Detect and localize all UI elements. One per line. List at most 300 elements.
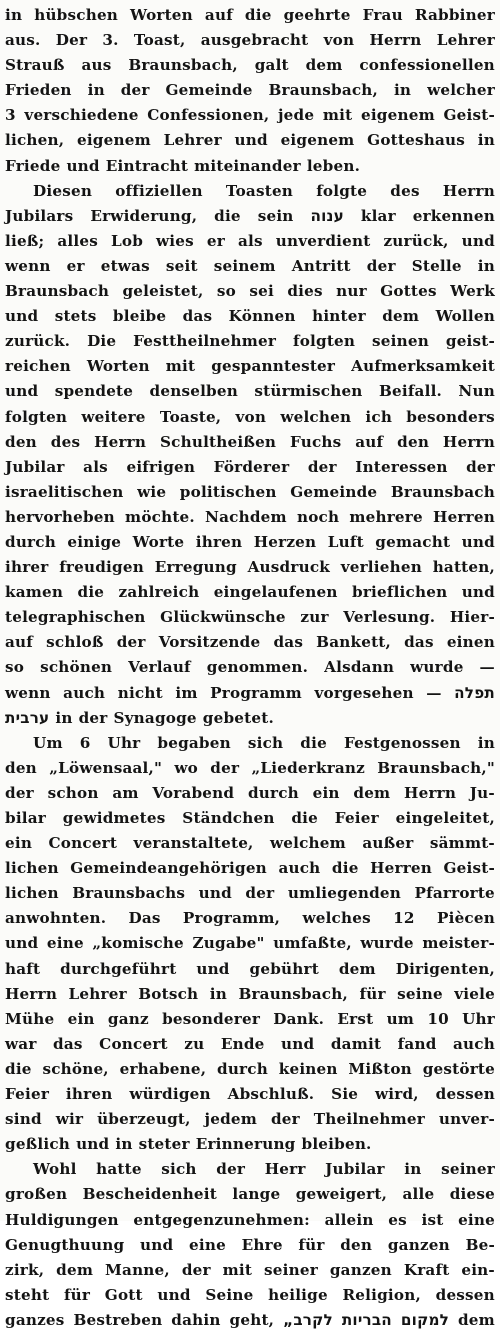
- word: folgte: [316, 181, 368, 200]
- word: Herrn: [369, 31, 422, 50]
- word: der: [366, 256, 396, 275]
- word: Erregung: [154, 558, 237, 577]
- text-line: [5, 630, 495, 655]
- word: ענוה: [310, 206, 344, 225]
- word: eine: [458, 1210, 495, 1229]
- word: Worten: [130, 6, 193, 24]
- word: gestörte: [422, 1059, 495, 1078]
- word: um: [386, 1009, 415, 1028]
- word: meister-: [422, 934, 495, 953]
- word: eigenem: [360, 106, 435, 125]
- word: der: [210, 758, 240, 777]
- word: hübschen: [34, 6, 119, 24]
- word: bilar: [5, 809, 47, 827]
- text-line: [5, 505, 495, 530]
- word: es: [388, 1210, 407, 1229]
- word: „Liederkranz: [251, 758, 365, 777]
- word: Zugabe": [192, 934, 265, 953]
- word: Jubilar: [5, 457, 65, 476]
- word: Geist-: [443, 106, 495, 125]
- word: nicht: [117, 683, 163, 702]
- word: den: [5, 758, 37, 777]
- text-line: [5, 455, 495, 480]
- word: Mißton: [348, 1059, 412, 1078]
- word: offiziellen: [115, 181, 203, 200]
- word: brieflichen: [352, 583, 448, 602]
- text-line: [5, 204, 495, 229]
- word: sei: [249, 282, 274, 301]
- word: welchem: [269, 834, 346, 853]
- word: „komische: [92, 934, 184, 953]
- word: Ende: [220, 1034, 265, 1053]
- text-line: [5, 1082, 495, 1107]
- word: so: [5, 658, 25, 677]
- word: Festtheilnehmer: [133, 332, 277, 351]
- word: schloß: [46, 633, 104, 652]
- word: durch: [217, 1059, 268, 1078]
- word: mit: [165, 357, 196, 376]
- word: zirk,: [5, 1260, 45, 1279]
- text-line: [5, 655, 495, 680]
- word: vorgesehen: [314, 683, 414, 702]
- word: Worte: [132, 532, 185, 551]
- word: und: [461, 532, 495, 551]
- word: 12: [393, 909, 415, 928]
- word: den: [397, 432, 430, 451]
- text-line: [5, 53, 495, 78]
- word: wies: [156, 231, 194, 250]
- word: dem: [457, 1310, 495, 1329]
- word: Braunsbach,: [268, 81, 379, 100]
- text-line: [5, 831, 495, 856]
- text-line: [5, 3, 495, 28]
- word: dem: [382, 307, 420, 326]
- text-line: [5, 1157, 495, 1182]
- word: Mühe: [5, 1009, 55, 1028]
- word: למקום: [400, 1310, 450, 1329]
- word: Braunsbach,: [238, 984, 348, 1003]
- text-line: [5, 128, 495, 153]
- word: Herrn: [5, 984, 58, 1003]
- word: in: [5, 6, 23, 24]
- word: eingeleitet,: [395, 809, 495, 827]
- word: ihren: [65, 1085, 113, 1104]
- word: 3.: [102, 31, 119, 50]
- text-line: [5, 555, 495, 580]
- word: alle: [402, 1185, 435, 1204]
- text-line: [5, 931, 495, 956]
- word: gemacht: [375, 532, 451, 551]
- word: stürmischen: [254, 382, 363, 401]
- word: Sie: [331, 1085, 359, 1104]
- word: und: [198, 884, 232, 903]
- word: Stelle: [411, 256, 462, 275]
- word: den: [5, 432, 37, 451]
- word: alles: [57, 231, 98, 250]
- word: bleiben.: [301, 1135, 372, 1154]
- text-line: [5, 681, 495, 706]
- word: im: [175, 683, 198, 702]
- word: dahin: [171, 1310, 221, 1329]
- word: dessen: [435, 1085, 495, 1104]
- text-line: [5, 1258, 495, 1283]
- word: freudigen: [59, 558, 144, 577]
- word: seine: [397, 984, 443, 1003]
- word: in: [477, 256, 495, 275]
- word: israelitischen: [5, 482, 124, 501]
- article-column: [5, 3, 495, 1333]
- word: Jubilar: [325, 1160, 385, 1179]
- word: Gemeinde: [165, 81, 253, 100]
- word: Erwiderung,: [90, 206, 198, 225]
- word: telegraphischen: [5, 608, 146, 627]
- word: durchgeführt: [60, 959, 177, 978]
- word: steht: [5, 1285, 50, 1304]
- word: seiner: [441, 1160, 495, 1179]
- word: Abschluß.: [227, 1085, 315, 1104]
- word: geleistet,: [122, 282, 204, 301]
- text-line: [5, 1182, 495, 1207]
- word: des: [390, 181, 420, 200]
- word: Schultheißen: [159, 432, 277, 451]
- word: Hier-: [449, 608, 495, 627]
- word: welcher: [427, 81, 495, 100]
- word: des: [50, 432, 81, 451]
- word: veranstaltete,: [133, 834, 254, 853]
- word: Ju-: [469, 783, 495, 802]
- word: Herrn: [442, 181, 495, 200]
- word: ein: [67, 1009, 95, 1028]
- text-line: [5, 405, 495, 430]
- word: und: [461, 231, 495, 250]
- word: Kraft: [403, 1260, 450, 1279]
- word: Herren: [433, 507, 495, 526]
- word: Uhr: [107, 733, 141, 752]
- word: spendete: [54, 382, 134, 401]
- word: Erinnerung: [195, 1135, 296, 1154]
- word: Wohl: [33, 1160, 77, 1179]
- word: in: [404, 1160, 422, 1179]
- word: überzeugt,: [97, 1110, 191, 1129]
- word: Worten: [86, 357, 150, 376]
- word: auf: [204, 6, 233, 24]
- word: Frieden: [5, 81, 72, 100]
- word: Feier: [334, 809, 379, 827]
- text-line: [5, 279, 495, 304]
- word: gebührt: [249, 959, 319, 978]
- word: Verlesung.: [343, 608, 436, 627]
- word: folgten: [5, 407, 68, 426]
- word: reichen: [5, 357, 71, 376]
- word: Programm,: [182, 909, 281, 928]
- word: auf: [355, 432, 384, 451]
- word: Gotteshaus: [367, 131, 465, 150]
- word: einen: [446, 633, 495, 652]
- word: der: [78, 708, 108, 727]
- word: politischen: [179, 482, 277, 501]
- text-line: [5, 229, 495, 254]
- word: Be-: [465, 1235, 495, 1254]
- word: und: [5, 307, 39, 326]
- word: sein: [257, 206, 294, 225]
- word: Fuchs: [290, 432, 342, 451]
- word: verliehen: [340, 558, 422, 577]
- word: Um: [33, 733, 63, 752]
- word: „לקרב: [283, 1310, 333, 1329]
- word: durch: [247, 783, 299, 802]
- word: und: [157, 1285, 191, 1304]
- word: die: [244, 6, 272, 24]
- word: Dank.: [273, 1009, 325, 1028]
- word: in: [477, 733, 495, 752]
- word: auch: [453, 1034, 495, 1053]
- word: geht,: [229, 1310, 275, 1329]
- word: jedem: [204, 1110, 258, 1129]
- word: wie: [137, 482, 167, 501]
- word: Manne,: [105, 1260, 170, 1279]
- word: Lehrer: [436, 31, 495, 50]
- word: weitere: [81, 407, 146, 426]
- word: für: [359, 984, 386, 1003]
- word: mit: [222, 1260, 253, 1279]
- word: klar: [360, 206, 396, 225]
- word: nur: [336, 282, 367, 301]
- word: in: [115, 1135, 133, 1154]
- word: kamen: [5, 583, 64, 602]
- word: in: [209, 984, 227, 1003]
- word: zahlreich: [118, 583, 200, 602]
- text-line: [5, 731, 495, 756]
- word: Friede: [5, 156, 61, 175]
- word: Lehrer: [163, 131, 222, 150]
- word: die: [300, 733, 327, 752]
- word: Eintracht: [105, 156, 189, 175]
- text-line: [5, 1057, 495, 1082]
- word: der: [181, 1260, 211, 1279]
- word: für: [298, 1235, 325, 1254]
- word: lange: [232, 1185, 281, 1204]
- word: der: [116, 633, 146, 652]
- text-line: [5, 430, 495, 455]
- word: Toaste,: [159, 407, 222, 426]
- word: Bankett,: [316, 633, 391, 652]
- word: Pfarrorte: [414, 884, 495, 903]
- word: 10: [427, 1009, 449, 1028]
- word: den: [340, 1235, 373, 1254]
- word: Dirigenten,: [395, 959, 495, 978]
- word: geist-: [445, 332, 495, 351]
- word: Erst: [337, 1009, 374, 1028]
- word: Der: [55, 31, 88, 50]
- word: fand: [397, 1034, 437, 1053]
- word: Toast,: [133, 31, 186, 50]
- word: der: [216, 1160, 246, 1179]
- word: außer: [362, 834, 414, 853]
- word: „Löwensaal,": [49, 758, 163, 777]
- word: Die: [87, 332, 117, 351]
- word: entgegenzunehmen:: [133, 1210, 310, 1229]
- text-line: [5, 1107, 495, 1132]
- word: allein: [324, 1210, 374, 1229]
- word: Lob: [110, 231, 144, 250]
- word: Braunsbachs: [72, 884, 186, 903]
- word: —: [426, 683, 442, 702]
- word: Lehrer: [68, 984, 127, 1003]
- word: wird,: [375, 1085, 419, 1104]
- word: und: [140, 1235, 174, 1254]
- word: seiner: [264, 1260, 318, 1279]
- word: dem: [338, 959, 376, 978]
- word: umliegenden: [287, 884, 401, 903]
- word: die: [331, 859, 359, 878]
- word: Werk: [450, 282, 495, 301]
- word: 6: [79, 733, 91, 752]
- word: dem: [56, 1260, 94, 1279]
- word: Strauß: [5, 56, 65, 75]
- word: und: [461, 583, 495, 602]
- word: geßlich: [5, 1135, 71, 1154]
- word: hatte: [96, 1160, 142, 1179]
- text-line: [5, 154, 495, 179]
- word: Nachdem: [205, 507, 287, 526]
- word: verschiedene: [24, 106, 139, 125]
- word: —: [479, 658, 495, 677]
- text-line: [5, 304, 495, 329]
- word: stets: [54, 307, 97, 326]
- word: eifrigen: [126, 457, 196, 476]
- word: ihrer: [5, 558, 49, 577]
- word: wo: [174, 758, 199, 777]
- text-line: [5, 354, 495, 379]
- text-line: [5, 756, 495, 781]
- word: großen: [5, 1185, 68, 1204]
- word: ganz: [107, 1009, 149, 1028]
- word: diese: [449, 1185, 495, 1204]
- word: ganzes: [5, 1310, 65, 1329]
- word: Genugthuung: [5, 1235, 125, 1254]
- word: leben.: [306, 156, 361, 175]
- word: Jubilars: [5, 206, 74, 225]
- text-line: [5, 856, 495, 881]
- word: galt: [254, 56, 289, 75]
- word: aus.: [5, 31, 41, 50]
- word: genommen.: [206, 658, 309, 677]
- word: auch: [278, 859, 321, 878]
- word: einige: [67, 532, 122, 551]
- word: Vorsitzende: [158, 633, 261, 652]
- word: unver-: [438, 1110, 495, 1129]
- word: lichen: [5, 859, 59, 878]
- word: Förderer: [213, 457, 290, 476]
- word: ich: [365, 407, 393, 426]
- word: Herrn: [404, 783, 457, 802]
- word: so: [216, 282, 236, 301]
- word: Alsdann: [324, 658, 395, 677]
- word: der: [120, 81, 150, 100]
- word: von: [323, 31, 355, 50]
- word: ganzen: [329, 1260, 392, 1279]
- word: umfaßte,: [273, 934, 352, 953]
- word: besonders: [406, 407, 495, 426]
- word: folgten: [292, 332, 356, 351]
- word: der: [5, 783, 34, 802]
- word: Festgenossen: [343, 733, 461, 752]
- word: war: [5, 1034, 37, 1053]
- word: Piècen: [436, 909, 495, 928]
- word: Geist-: [443, 859, 495, 878]
- word: von: [235, 407, 267, 426]
- word: durch: [5, 532, 56, 551]
- text-line: [5, 957, 495, 982]
- text-line: [5, 781, 495, 806]
- word: die: [291, 809, 319, 827]
- word: Botsch: [138, 984, 199, 1003]
- word: Vorabend: [152, 783, 235, 802]
- text-line: [5, 806, 495, 831]
- text-line: [5, 254, 495, 279]
- word: denselben: [149, 382, 238, 401]
- word: dessen: [435, 1285, 495, 1304]
- word: dem: [305, 56, 343, 75]
- word: Toasten: [225, 181, 294, 200]
- word: und: [76, 1135, 110, 1154]
- word: Gottes: [380, 282, 437, 301]
- word: würdigen: [129, 1085, 211, 1104]
- word: wurde: [410, 658, 464, 677]
- word: ערבית: [5, 708, 50, 727]
- word: die: [214, 206, 241, 225]
- word: wenn: [5, 256, 51, 275]
- word: Gott: [104, 1285, 143, 1304]
- text-line: [5, 28, 495, 53]
- word: eigenem: [76, 131, 151, 150]
- word: zur: [300, 608, 329, 627]
- word: Verlauf: [128, 658, 191, 677]
- word: zu: [184, 1034, 205, 1053]
- word: der: [466, 457, 495, 476]
- word: der: [270, 1110, 300, 1129]
- word: haft: [5, 959, 41, 978]
- word: 3: [5, 106, 16, 125]
- word: Ständchen: [182, 809, 275, 827]
- text-line: [5, 179, 495, 204]
- text-line: [5, 1233, 495, 1258]
- word: gewidmetes: [62, 809, 166, 827]
- text-line: [5, 580, 495, 605]
- text-line: [5, 1032, 495, 1057]
- text-line: [5, 78, 495, 103]
- word: das: [53, 1034, 83, 1053]
- text-line: [5, 1132, 495, 1157]
- word: anwohnten.: [5, 909, 107, 928]
- word: viele: [454, 984, 495, 1003]
- text-line: [5, 982, 495, 1007]
- word: die: [77, 583, 105, 602]
- word: sich: [161, 1160, 197, 1179]
- word: Gemeinde: [290, 482, 378, 501]
- word: Herrn: [94, 432, 147, 451]
- word: Synagoge: [113, 708, 197, 727]
- word: Braunsbach: [5, 282, 110, 301]
- word: keinen: [278, 1059, 338, 1078]
- word: schöne,: [42, 1059, 109, 1078]
- text-line: [5, 379, 495, 404]
- word: in: [55, 708, 73, 727]
- word: Antritt: [291, 256, 351, 275]
- word: eine: [189, 1235, 226, 1254]
- word: jede: [277, 106, 315, 125]
- word: und: [234, 131, 268, 150]
